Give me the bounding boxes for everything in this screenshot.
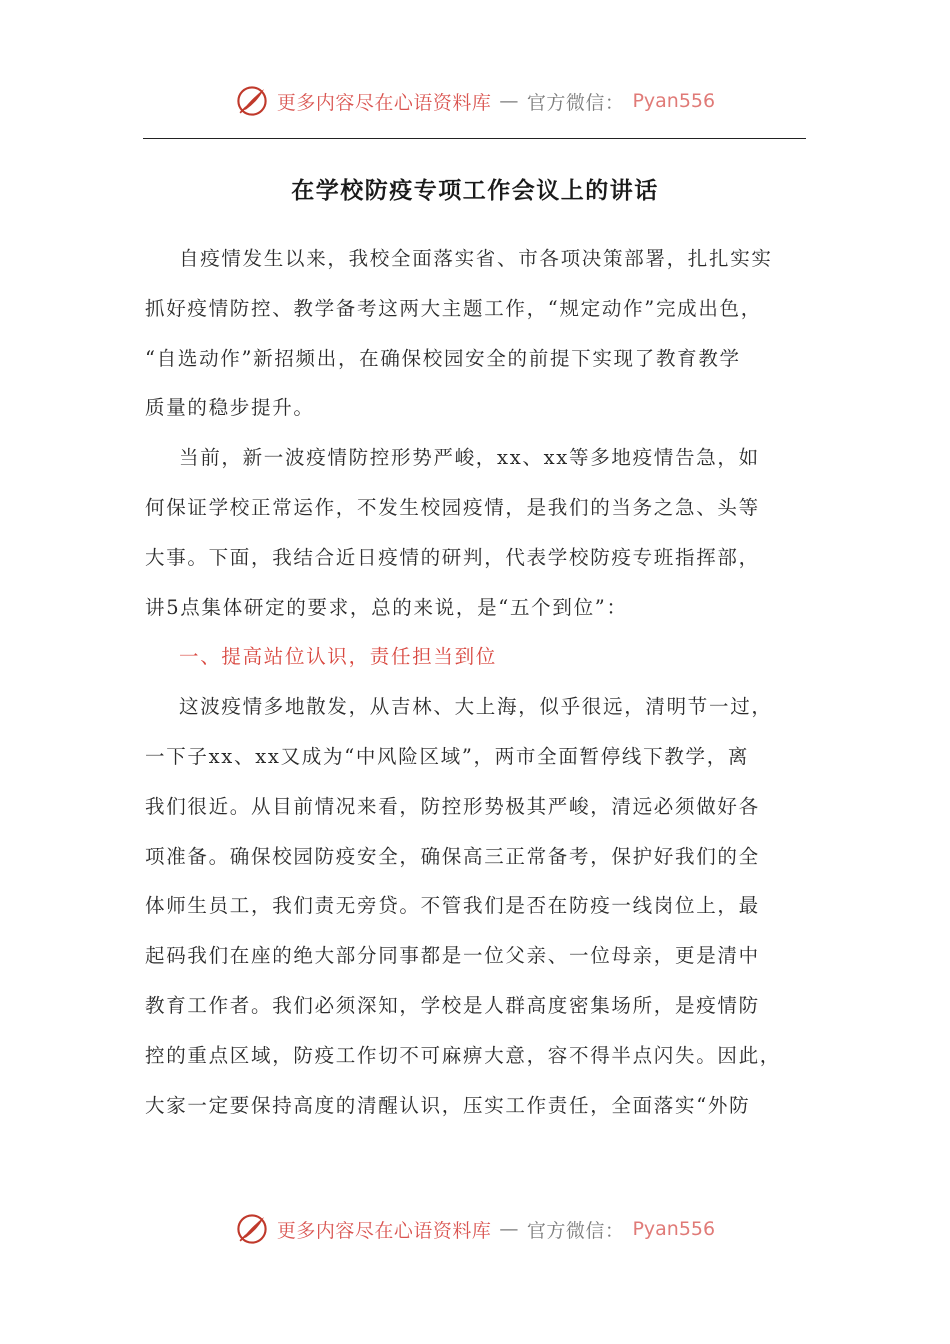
quill-pen-logo-icon xyxy=(235,84,269,118)
watermark-separator: — xyxy=(499,90,519,112)
watermark-site-text: 更多内容尽在心语资料库 xyxy=(276,91,492,114)
paragraph-line: 自疫情发生以来，我校全面落实省、市各项决策部署，扎扎实实 xyxy=(179,247,773,270)
paragraph-line: 讲5点集体研定的要求，总的来说，是“五个到位”： xyxy=(145,595,628,619)
paragraph-line: 项准备。确保校园防疫安全，确保高三正常备考，保护好我们的全 xyxy=(145,844,760,868)
paragraph-line: 大事。下面，我结合近日疫情的研判，代表学校防疫专班指挥部， xyxy=(145,545,760,569)
watermark-wechat-label: 官方微信： xyxy=(526,91,625,114)
paragraph-line: 质量的稳步提升。 xyxy=(145,396,315,420)
paragraph-line: 我们很近。从目前情况来看，防控形势极其严峻，清远必须做好各 xyxy=(145,794,760,818)
document-body xyxy=(145,234,807,1130)
watermark-wechat-id: Pyan556 xyxy=(632,90,716,112)
paragraph-line: “自选动作”新招频出，在确保校园安全的前提下实现了教育教学 xyxy=(145,346,741,370)
paragraph-line: 大家一定要保持高度的清醒认识，压实工作责任，全面落实“外防 xyxy=(145,1093,751,1117)
paragraph-line: 当前，新一波疫情防控形势严峻，xx、xx等多地疫情告急，如 xyxy=(179,446,760,470)
paragraph-line: 何保证学校正常运作，不发生校园疫情，是我们的当务之急、头等 xyxy=(145,495,760,519)
paragraph-line: 体师生员工，我们责无旁贷。不管我们是否在防疫一线岗位上，最 xyxy=(145,894,760,918)
watermark-site-text: 更多内容尽在心语资料库 xyxy=(276,1219,492,1242)
paragraph-line: 教育工作者。我们必须深知，学校是人群高度密集场所，是疫情防 xyxy=(145,993,760,1017)
paragraph-line: 起码我们在座的绝大部分同事都是一位父亲、一位母亲，更是清中 xyxy=(145,944,760,968)
header-divider xyxy=(143,138,806,139)
watermark-wechat-id: Pyan556 xyxy=(632,1218,716,1240)
watermark-wechat-label: 官方微信： xyxy=(526,1219,625,1242)
document-title: 在学校防疫专项工作会议上的讲话 xyxy=(291,177,659,204)
paragraph-line: 这波疫情多地散发，从吉林、大上海，似乎很远，清明节一过， xyxy=(179,695,773,719)
footer-watermark xyxy=(0,1212,950,1246)
paragraph-line: 抓好疫情防控、教学备考这两大主题工作，“规定动作”完成出色， xyxy=(145,296,762,320)
paragraph-line: 控的重点区域，防疫工作切不可麻痹大意，容不得半点闪失。因此， xyxy=(145,1043,782,1067)
quill-pen-logo-icon xyxy=(235,1212,269,1246)
paragraph-line: 一下子xx、xx又成为“中风险区域”，两市全面暂停线下教学，离 xyxy=(145,744,750,768)
section-heading: 一、提高站位认识，责任担当到位 xyxy=(179,645,498,669)
header-watermark xyxy=(0,84,950,118)
watermark-separator: — xyxy=(499,1218,519,1240)
